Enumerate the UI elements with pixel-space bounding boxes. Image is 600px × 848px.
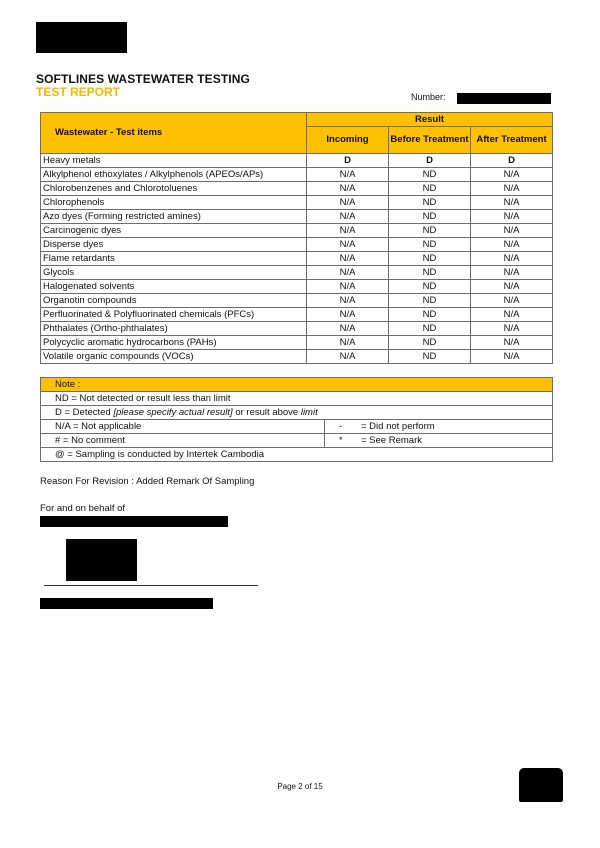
notes-title: Note : xyxy=(41,378,553,392)
table-row xyxy=(41,210,553,224)
before-treatment-result: ND xyxy=(389,294,471,308)
test-item: Carcinogenic dyes xyxy=(41,224,307,238)
table-row xyxy=(41,196,553,210)
result-column-header: Result xyxy=(307,113,553,127)
incoming-result: N/A xyxy=(307,322,389,336)
after-treatment-result: N/A xyxy=(471,252,553,266)
table-row xyxy=(41,280,553,294)
incoming-result: D xyxy=(307,154,389,168)
before-treatment-result: ND xyxy=(389,266,471,280)
on-behalf-label: For and on behalf of xyxy=(40,503,126,514)
test-item: Organotin compounds xyxy=(41,294,307,308)
table-row xyxy=(41,266,553,280)
after-treatment-result: N/A xyxy=(471,196,553,210)
test-item: Chlorobenzenes and Chlorotoluenes xyxy=(41,182,307,196)
note-hash: # = No comment xyxy=(41,434,325,448)
redacted-logo xyxy=(36,22,127,53)
before-treatment-result: D xyxy=(389,154,471,168)
before-treatment-result: ND xyxy=(389,168,471,182)
note-star-text: = See Remark xyxy=(361,435,422,446)
revision-reason: Reason For Revision : Added Remark Of Sampling xyxy=(40,476,255,487)
note-d-prefix: D = Detected xyxy=(55,407,114,418)
table-row xyxy=(41,322,553,336)
before-treatment-result: ND xyxy=(389,252,471,266)
table-row xyxy=(41,308,553,322)
table-row xyxy=(41,350,553,364)
table-row xyxy=(41,224,553,238)
report-title: SOFTLINES WASTEWATER TESTING xyxy=(36,72,250,86)
incoming-result: N/A xyxy=(307,252,389,266)
before-treatment-result: ND xyxy=(389,196,471,210)
incoming-result: N/A xyxy=(307,182,389,196)
table-row xyxy=(41,294,553,308)
note-d-italic: [please specify actual result] xyxy=(113,407,233,418)
test-item: Polycyclic aromatic hydrocarbons (PAHs) xyxy=(41,336,307,350)
test-item: Halogenated solvents xyxy=(41,280,307,294)
table-row xyxy=(41,252,553,266)
incoming-result: N/A xyxy=(307,224,389,238)
incoming-result: N/A xyxy=(307,210,389,224)
note-star-symbol: * xyxy=(339,435,343,446)
after-treatment-result: N/A xyxy=(471,266,553,280)
notes-table xyxy=(40,377,553,462)
after-treatment-column-header: After Treatment xyxy=(471,127,553,154)
table-row xyxy=(41,168,553,182)
after-treatment-result: N/A xyxy=(471,336,553,350)
before-treatment-result: ND xyxy=(389,280,471,294)
test-item: Perfluorinated & Polyfluorinated chemicals (PFCs) xyxy=(41,308,307,322)
after-treatment-result: N/A xyxy=(471,322,553,336)
test-item: Alkylphenol ethoxylates / Alkylphenols (APEOs/APs) xyxy=(41,168,307,182)
before-treatment-column-header: Before Treatment xyxy=(389,127,471,154)
note-nd: ND = Not detected or result less than limit xyxy=(41,392,553,406)
after-treatment-result: D xyxy=(471,154,553,168)
test-item: Heavy metals xyxy=(41,154,307,168)
before-treatment-result: ND xyxy=(389,308,471,322)
before-treatment-result: ND xyxy=(389,336,471,350)
note-d xyxy=(41,406,553,420)
incoming-result: N/A xyxy=(307,168,389,182)
number-label: Number: xyxy=(411,92,446,102)
redacted-signatory-name xyxy=(40,598,213,609)
note-d-limit: limit xyxy=(300,407,318,418)
before-treatment-result: ND xyxy=(389,182,471,196)
before-treatment-result: ND xyxy=(389,350,471,364)
incoming-result: N/A xyxy=(307,350,389,364)
after-treatment-result: N/A xyxy=(471,182,553,196)
note-na: N/A = Not applicable xyxy=(41,420,325,434)
after-treatment-result: N/A xyxy=(471,294,553,308)
redacted-company-name xyxy=(40,516,228,527)
before-treatment-result: ND xyxy=(389,238,471,252)
note-d-middle: or result above xyxy=(232,407,301,418)
after-treatment-result: N/A xyxy=(471,224,553,238)
note-sampling: @ = Sampling is conducted by Intertek Cambodia xyxy=(41,448,553,462)
test-item: Chlorophenols xyxy=(41,196,307,210)
after-treatment-result: N/A xyxy=(471,308,553,322)
incoming-result: N/A xyxy=(307,308,389,322)
results-table xyxy=(40,112,553,364)
items-column-header: Wastewater - Test items xyxy=(41,113,307,154)
redacted-signature xyxy=(66,539,137,581)
after-treatment-result: N/A xyxy=(471,350,553,364)
before-treatment-result: ND xyxy=(389,322,471,336)
table-row xyxy=(41,182,553,196)
test-item: Azo dyes (Forming restricted amines) xyxy=(41,210,307,224)
incoming-result: N/A xyxy=(307,196,389,210)
table-row xyxy=(41,238,553,252)
test-item: Disperse dyes xyxy=(41,238,307,252)
table-row xyxy=(41,154,553,168)
page-number: Page 2 of 15 xyxy=(277,782,323,791)
report-subtitle: TEST REPORT xyxy=(36,85,121,99)
incoming-result: N/A xyxy=(307,294,389,308)
before-treatment-result: ND xyxy=(389,210,471,224)
note-dash-text: = Did not perform xyxy=(361,421,435,432)
after-treatment-result: N/A xyxy=(471,280,553,294)
signature-line xyxy=(44,585,258,586)
incoming-result: N/A xyxy=(307,280,389,294)
test-item: Flame retardants xyxy=(41,252,307,266)
incoming-result: N/A xyxy=(307,266,389,280)
note-dash xyxy=(325,420,553,434)
after-treatment-result: N/A xyxy=(471,168,553,182)
note-dash-symbol: - xyxy=(339,421,343,432)
redacted-report-number xyxy=(457,93,551,104)
before-treatment-result: ND xyxy=(389,224,471,238)
note-star xyxy=(325,434,553,448)
after-treatment-result: N/A xyxy=(471,238,553,252)
incoming-result: N/A xyxy=(307,336,389,350)
table-row xyxy=(41,336,553,350)
incoming-column-header: Incoming xyxy=(307,127,389,154)
incoming-result: N/A xyxy=(307,238,389,252)
after-treatment-result: N/A xyxy=(471,210,553,224)
test-item: Volatile organic compounds (VOCs) xyxy=(41,350,307,364)
test-item: Phthalates (Ortho-phthalates) xyxy=(41,322,307,336)
test-item: Glycols xyxy=(41,266,307,280)
